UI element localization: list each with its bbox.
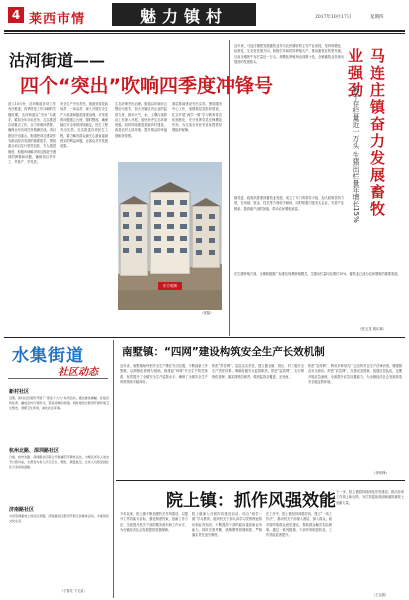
issue-date: 2017年10月17日 <box>315 15 352 20</box>
body-column: 近年来，南墅镇始终把安全生产摆在突出位置，不断创新工作思路，以网格化管理为基础，构建起“四网”安全生产防控体系，有效提升了全镇安全生产监管水平，确保了全镇安全生产形势持续平稳向好。 <box>120 364 208 384</box>
photo-caption: （张磊） <box>200 311 214 315</box>
article-byline: （李玮锋） <box>372 471 389 475</box>
body-column: 进入10月份，沽河街道各项工作有序推进。四季度是工作冲刺的关键时期，沽河街道以“突出”为抓手，紧扣全年目标任务，扎实推进各项重点工作，全力冲刺四季度，确保全年各项任务圆满完成。项目建设突出重点。街道把项目建设作为推动经济发展的重要抓手，围绕重点项目实行领导包挂、专人跟进制度，积极协调解决项目推进中遇到的困难和问题，确保项目早开工、早投产、早见效。 <box>8 102 56 165</box>
article-byline: （王宝娟） <box>372 593 388 597</box>
page-number-box <box>8 7 24 23</box>
masthead <box>0 0 409 30</box>
body-column: 院上镇深入开展作风建设活动，结合“两学一做”学习教育，组织机关干部认真学习党的理论知识和业务知识，不断提高干部的政治素质和业务能力。同时完善考勤、请销假等管理制度，严格落实责任追究制度。 <box>192 512 262 538</box>
article-headline: 南墅镇：“四网”建设构筑安全生产长效机制 <box>122 346 325 358</box>
sidebar-item-title: 杭州北路、深圳路社区 <box>9 448 60 454</box>
sidebar-byline: （于春光 下文录） <box>60 589 87 593</box>
sidebar-item-title: 济南路社区 <box>9 507 35 513</box>
vertical-subhead: 奶牛存栏量近一万头 生猪出栏量年增长15% <box>352 86 360 223</box>
sidebar-item-title: 新村社区 <box>9 389 30 395</box>
body-column: 在生猪养殖方面，全镇积极推广标准化规模养殖模式，生猪出栏量同比增长15%，畜牧业已成为农民增收的重要渠道。 <box>234 272 401 276</box>
body-column: 在工作中，院上镇坚持问题导向，建立“一线工作法”，推动机关干部深入基层、深入群众，面对面听取群众意见建议，帮助群众解决实际困难。通过一系列措施，干部作风明显转变，工作效能显著提升。 <box>266 512 332 538</box>
body-column: 织密“责任网”，层层压实责任，建立健全镇、管区、村三级安全生产责任体系，明确各级安全监管职责。织密“监管网”，实行网格化管理，落实网格员职责，做到监管全覆盖、无死角。 <box>212 364 304 379</box>
column-divider <box>229 40 230 336</box>
article-headline: 四个“突出”吹响四季度冲锋号 <box>20 75 273 97</box>
body-column: 镇党委、政府高度重视畜牧业发展，成立了专门的领导小组，加大政策扶持力度，在用地、资金、技术等方面给予倾斜。同时积极引进龙头企业，完善产业链条，提高畜产品附加值，带动农民增收致富。 <box>234 196 344 211</box>
section-name: 莱西市情 <box>29 12 86 27</box>
sidebar-item-body: 近期，新村社区组织开展了“喜迎十九大”系列活动，通过悬挂横幅、张贴宣传标语、播放宣传片等形式，营造浓厚的氛围。同时组织志愿者开展环境卫生整治，清理卫生死角，美化社区环境。 <box>9 396 109 411</box>
page-number: 4 <box>11 8 21 22</box>
article-kicker: 沽河街道—— <box>9 51 106 70</box>
building-sign: 东方明珠 <box>162 284 178 288</box>
page-title: 魅力镇村 <box>139 7 228 26</box>
body-column: 织密“宣传网”，利用多种形式广泛宣传安全生产法律法规，增强群众安全意识。织密“应急网”，完善应急预案，组建应急队伍，定期开展应急演练，全面提升应急处置能力，为全镇经济社会发展营造安全稳定的环境。 <box>308 364 402 384</box>
body-column: 近年来，马连庄镇把发展畜牧业作为农民增收的主导产业来抓，坚持规模化、标准化、生态化发展方向，积极引导和扶持养殖大户，推动畜牧业转型升级。目前全镇奶牛存栏量近一万头，规模化养殖场达到数十处，全镇畜牧业呈现出强劲的发展势头。 <box>234 44 344 64</box>
article-byline: （张玉龙 周乐林） <box>358 327 387 331</box>
sidebar-item-body: 为营造健康向上的社区氛围，济南路社区组织开展全民健身活动，丰富居民文化生活。 <box>9 514 109 524</box>
body-column: 安全生产突出责任。街道坚持党政同责、一岗双责，深入开展安全生产大检查和隐患排查治理，对发现的问题建立台账、限时整改，确保辖区安全形势持续稳定。民生工程突出实效。扎实推进各项民生工程，着力解决群众最关心最直接最现实的利益问题，让群众共享发展成果。 <box>60 102 108 149</box>
body-column: 下一步，院上镇将持续深化作风建设，推动各项工作再上新台阶，为打造富裕美丽和谐的新院上贡献力量。 <box>336 490 404 505</box>
sidebar-title: 水集街道 <box>12 346 84 366</box>
construction-photo <box>118 162 222 310</box>
body-column: 今年以来，院上镇不断加强机关作风建设，以提升工作效能为目标，强化制度约束，创新工作方法，全面提升机关干部的服务意识和工作水平，为全镇经济社会发展提供坚强保障。 <box>120 512 188 532</box>
masthead-rule <box>4 30 405 32</box>
section-divider <box>116 480 405 481</box>
sidebar-item-body: 日前，杭州北路、深圳路社区联合开展重阳节敬老活动，为辖区老年人送去节日慰问品，志愿者为老人打扫卫生、理发、测量血压，让老人们感受到社区大家庭的温暖。 <box>9 455 109 470</box>
vertical-headline: 马连庄镇奋力发展畜牧业强劲 <box>346 48 386 218</box>
column-divider <box>113 340 114 598</box>
section-divider <box>4 337 405 338</box>
body-column: 基层基础建设突出实效。围绕服务中心工作，加强基层党组织建设，扎实开展“两学一做”学习教育常态化制度化，充分发挥党员先锋模范作用，为完成全年任务目标提供坚强组织保障。 <box>172 102 222 133</box>
article-headline: 院上镇：抓作风强效能 <box>166 491 336 511</box>
body-column: 生态环保突出治理。街道以环境综合整治为抓手，加大对辖区内企业的监管力度，推动大气、水、土壤污染防治工作深入开展，加快补齐生态环境短板。同时持续推进美丽乡村建设，改善农村人居环境，提升群众的幸福感和获得感。 <box>115 102 167 138</box>
sidebar-rule <box>8 378 108 379</box>
masthead-rule-thin <box>4 33 405 34</box>
sidebar-subtitle: 社区动态 <box>58 367 98 378</box>
issue-weekday: 星期四 <box>370 15 384 20</box>
